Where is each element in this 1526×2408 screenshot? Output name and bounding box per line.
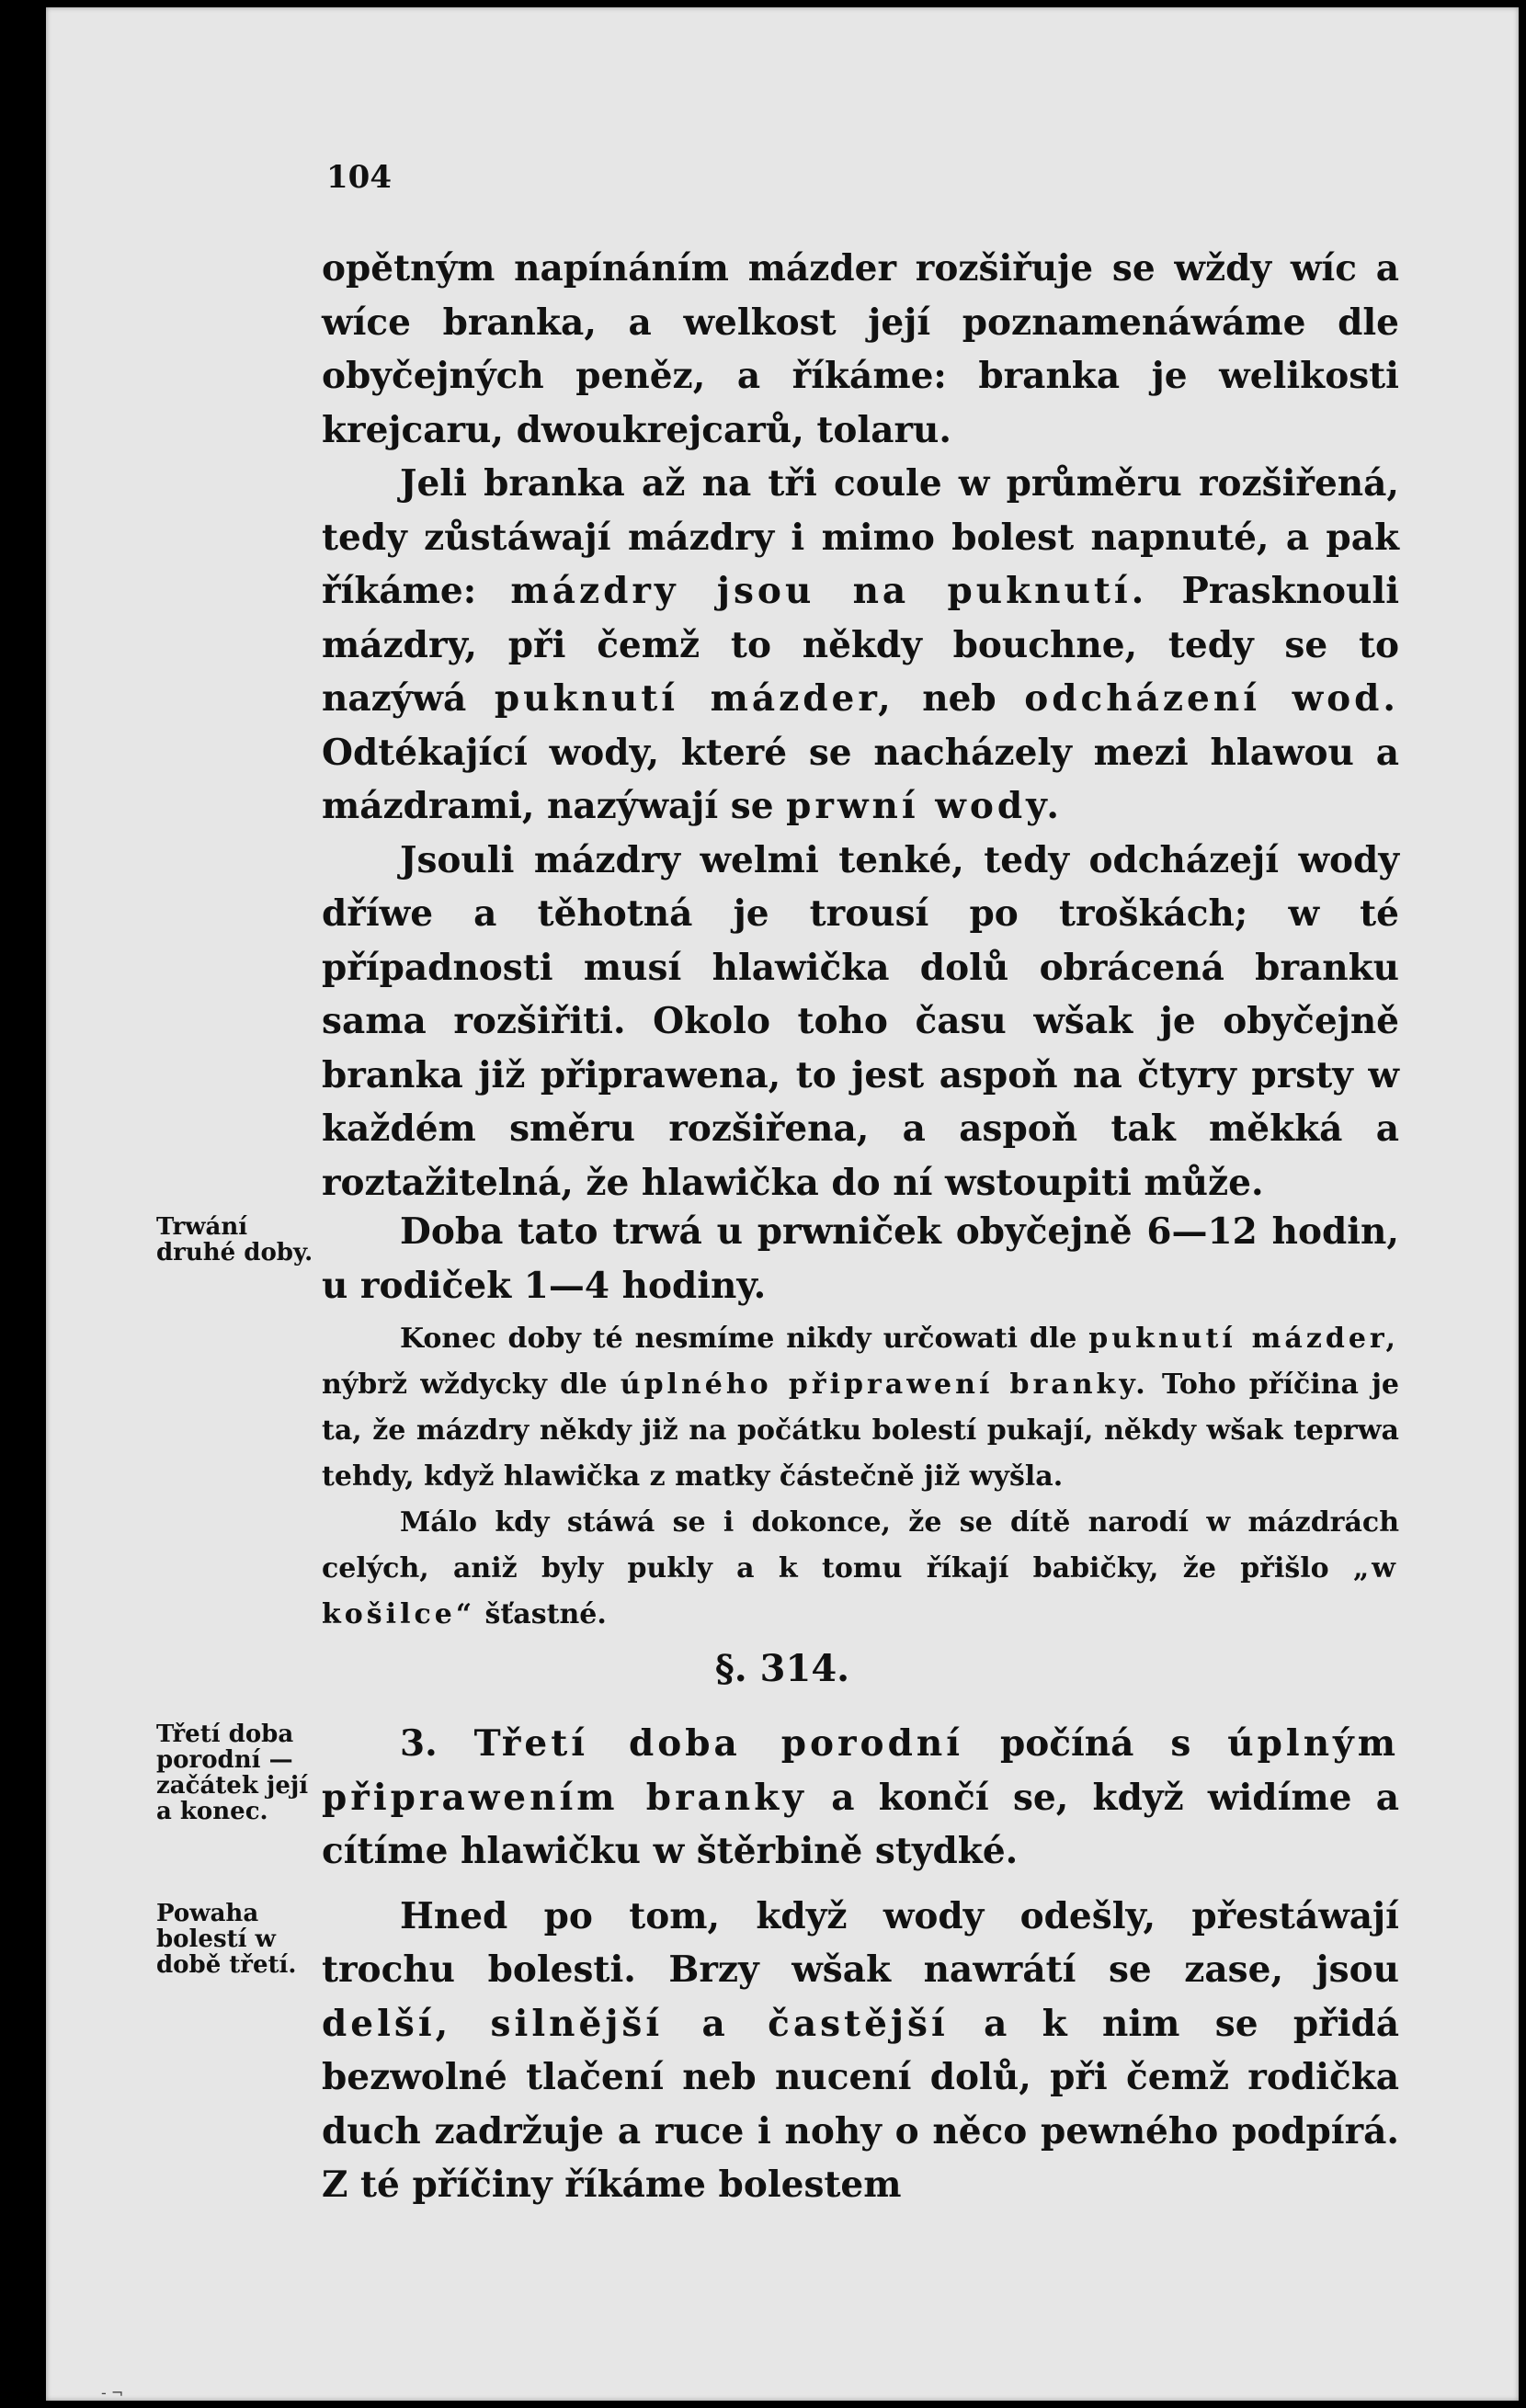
spaced-term: prwní wody. — [786, 785, 1063, 827]
paragraph: opětným napínáním mázder rozšiřuje se wždy wíc a wíce branka, a welkost její poznamenáwáme dle obyčejných peněz, a říkáme: branka je welikosti krejcaru, dwoukrejcarů, tolaru. — [322, 247, 1399, 451]
text-run: Málo kdy stáwá se i dokonce, že se dítě narodí w mázdrách celých, aniž byly pukly a k tomu říkají babičky, že přišlo — [322, 1506, 1399, 1585]
text-run: a končí se, když widíme a cítíme hlawičku w štěrbině stydké. — [322, 1776, 1399, 1872]
book-page — [46, 7, 1519, 2401]
paragraph: Jsouli mázdry welmi tenké, tedy odcházejí wody dříwe a těhotná je trousí po troškách; w té případnosti musí hlawička dolů obrácená branku sama rozšiřiti. Okolo toho času wšak je obyčejně branka již připrawena, to jest aspoň na čtyry prsty w každém směru rozšiřena, a aspoň tak měkká a roztažitelná, že hlawička do ní wstoupiti může. — [322, 838, 1399, 1204]
text-block-2 — [322, 1205, 1399, 1638]
text-run: Jeli branka až na tři coule w průměru rozšiřená, tedy zůstáwají mázdry i mimo bolest napnuté, a pak říkáme: — [322, 462, 1399, 612]
text-run: Konec doby té nesmíme nikdy určowati dle — [400, 1323, 1077, 1355]
text-block-3 — [322, 1717, 1399, 2212]
spaced-term: „w košilce“ — [322, 1552, 1399, 1630]
text-block-1 — [322, 242, 1399, 1210]
text-run: nýbrž wždycky dle — [322, 1369, 608, 1401]
margin-note: Powaha bolestí w době třetí. — [156, 1900, 297, 1979]
spaced-term: úplným připrawením branky — [322, 1722, 1399, 1819]
text-run: Prasknouli mázdry, při čemž to někdy bouchne, tedy se to nazýwá — [322, 570, 1400, 720]
text-run: neb — [922, 677, 996, 720]
spaced-term: úplného připrawení branky. — [620, 1369, 1149, 1401]
margin-note: Třetí doba porodní — začátek její a konec. — [156, 1721, 309, 1825]
spaced-term: Třetí doba porodní — [473, 1722, 964, 1765]
spaced-term: puknutí mázder, — [1088, 1323, 1399, 1355]
paragraph — [322, 1717, 1399, 1879]
section-heading: §. 314. — [714, 1647, 850, 1690]
margin-note: Trwání druhé doby. — [156, 1213, 313, 1266]
page-number: 104 — [326, 159, 392, 196]
text-run: Toho příčina je ta, že mázdry někdy již na počátku bolestí pukají, někdy wšak teprwa tehdy, když hlawička z matky částečně již wyšla. — [322, 1369, 1399, 1493]
text-run: Odtékající wody, které se nacházely mezi hlawou a mázdrami, nazýwají se — [322, 731, 1399, 827]
spaced-term: mázdry jsou na puknutí. — [510, 570, 1148, 612]
text-run: a k nim se přidá bezwolné tlačení neb nucení dolů, při čemž rodička duch zadržuje a ruce i nohy o něco pewného podpírá. Z té příčiny říkáme bolestem — [322, 2002, 1400, 2206]
small-paragraph — [322, 1316, 1399, 1500]
paragraph — [322, 1890, 1399, 2212]
text-run: Hned po tom, když wody odešly, přestáwají trochu bolesti. Brzy wšak nawrátí se zase, jsou — [322, 1894, 1399, 1991]
spaced-term: puknutí mázder, — [494, 677, 894, 720]
text-run: počíná s — [999, 1722, 1191, 1765]
text-run: šťastné. — [484, 1598, 607, 1630]
small-paragraph — [322, 1500, 1399, 1638]
corner-mark: - ¬ — [101, 2384, 124, 2402]
spaced-term: delší, silnější a častější — [322, 2002, 949, 2045]
spaced-term: odcházení wod. — [1024, 677, 1399, 720]
paragraph — [322, 457, 1399, 834]
text-run: 3. — [400, 1722, 438, 1765]
paragraph: Doba tato trwá u prwniček obyčejně 6—12 hodin, u rodiček 1—4 hodiny. — [322, 1210, 1399, 1307]
